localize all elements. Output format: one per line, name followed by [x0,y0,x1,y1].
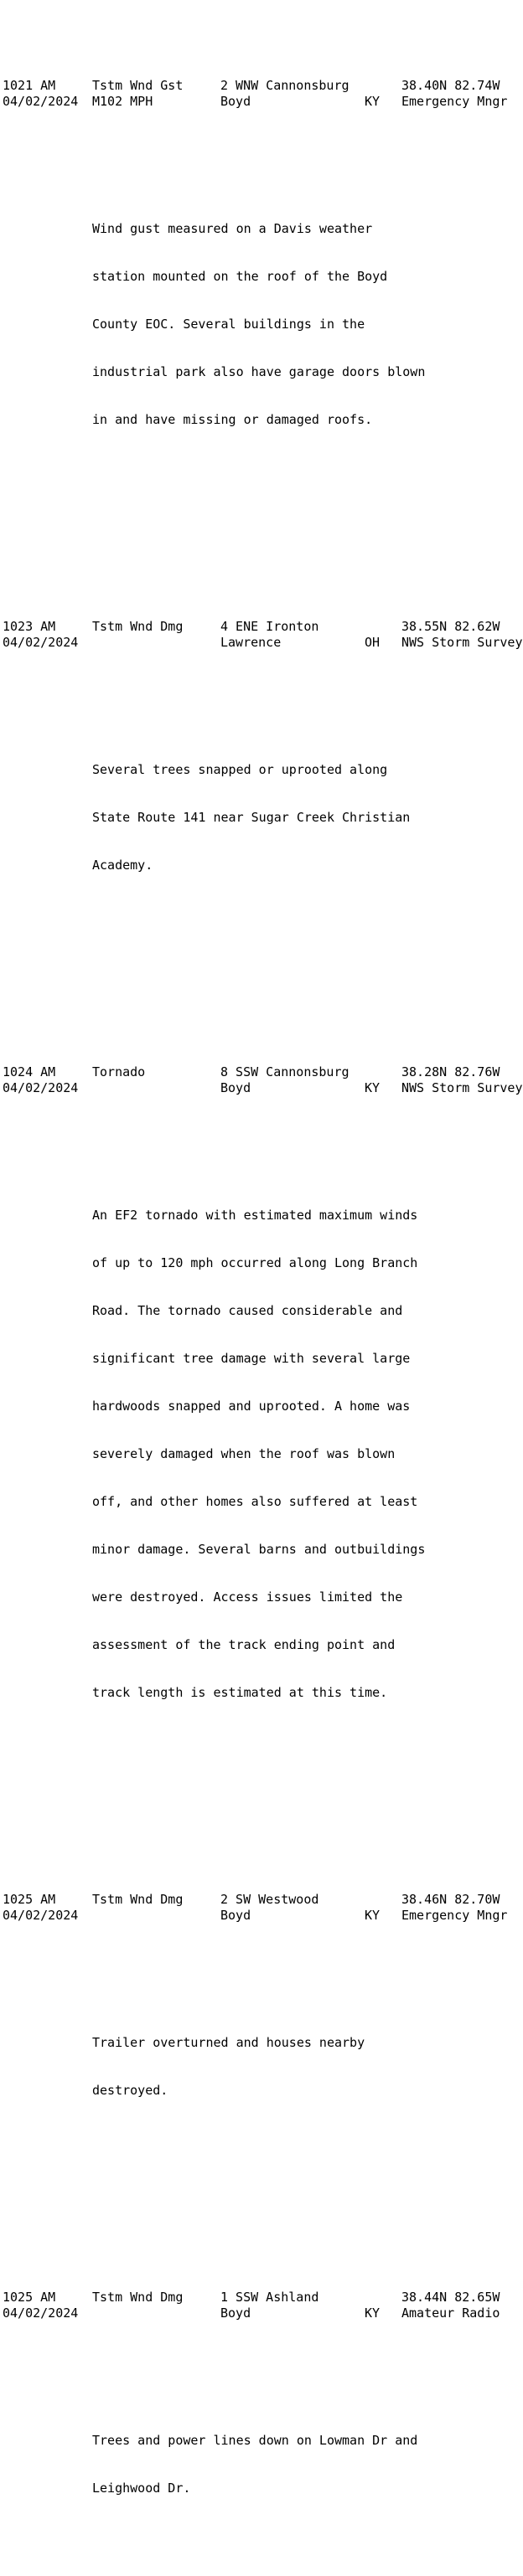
event-date: 04/02/2024 [3,1908,79,1923]
remark-line: significant tree damage with several large [92,1351,411,1366]
event-type: Tstm Wnd Dmg [92,2290,184,2305]
event-location: 2 WNW Cannonsburg [220,78,350,93]
event-date: 04/02/2024 [3,635,79,650]
remark-line: Leighwood Dr. [92,2481,191,2496]
remark-line: off, and other homes also suffered at least [92,1494,418,1509]
report-entry [3,587,523,985]
event-type: Tstm Wnd Gst [92,78,184,93]
event-state: KY [365,94,381,109]
event-time: 1023 AM [3,619,56,634]
event-source: NWS Storm Survey [401,635,523,650]
remark-line: track length is estimated at this time. [92,1685,388,1700]
entry-header [3,1064,523,1096]
remark-line: State Route 141 near Sugar Creek Christian [92,810,411,825]
event-source: Amateur Radio [401,2306,500,2321]
entry-header [3,1892,508,1924]
event-remarks [92,1176,425,1733]
entry-header [3,78,508,110]
event-latlon: 38.28N 82.76W [401,1064,500,1079]
event-state: KY [365,1080,381,1095]
remark-line: station mounted on the roof of the Boyd [92,269,388,284]
event-location: 2 SW Westwood [220,1892,319,1907]
remark-line: Wind gust measured on a Davis weather [92,221,373,236]
remark-line: Several trees snapped or uprooted along [92,762,388,777]
event-state: KY [365,1908,381,1923]
report-entry [3,2258,500,2560]
entry-header [3,619,523,651]
event-source: Emergency Mngr [401,94,508,109]
event-time: 1024 AM [3,1064,56,1079]
event-remarks [92,2003,425,2130]
event-county: Boyd [220,1908,251,1923]
remark-line: severely damaged when the roof was blown [92,1446,396,1461]
event-magnitude: M102 MPH [92,94,153,109]
event-date: 04/02/2024 [3,94,79,109]
event-remarks [92,730,425,905]
remark-line: hardwoods snapped and uprooted. A home was [92,1399,411,1414]
event-location: 1 SSW Ashland [220,2290,319,2305]
storm-report [3,14,523,2576]
remark-line: in and have missing or damaged roofs. [92,412,373,427]
entry-header [3,2290,500,2321]
event-latlon: 38.44N 82.65W [401,2290,500,2305]
event-state: KY [365,2306,381,2321]
event-date: 04/02/2024 [3,2306,79,2321]
event-date: 04/02/2024 [3,1080,79,1095]
event-state: OH [365,635,381,650]
remark-line: of up to 120 mph occurred along Long Branch [92,1255,418,1270]
remark-line: industrial park also have garage doors blown [92,364,426,379]
event-county: Boyd [220,1080,251,1095]
remark-line: An EF2 tornado with estimated maximum winds [92,1208,418,1223]
event-time: 1021 AM [3,78,56,93]
report-entry [3,1860,508,2210]
remark-line: Trailer overturned and houses nearby [92,2035,365,2050]
remark-line: Trees and power lines down on Lowman Dr and [92,2433,418,2448]
event-source: Emergency Mngr [401,1908,508,1923]
event-type: Tornado [92,1064,146,1079]
event-time: 1025 AM [3,2290,56,2305]
remark-line: assessment of the track ending point and [92,1637,396,1652]
event-county: Boyd [220,94,251,109]
event-type: Tstm Wnd Dmg [92,1892,184,1907]
event-time: 1025 AM [3,1892,56,1907]
remark-line: County EOC. Several buildings in the [92,317,365,332]
remark-line: Road. The tornado caused considerable and [92,1303,403,1318]
event-county: Lawrence [220,635,282,650]
event-latlon: 38.46N 82.70W [401,1892,500,1907]
event-latlon: 38.40N 82.74W [401,78,500,93]
event-type: Tstm Wnd Dmg [92,619,184,634]
event-source: NWS Storm Survey [401,1080,523,1095]
remark-line: Academy. [92,858,153,873]
event-location: 8 SSW Cannonsburg [220,1064,350,1079]
event-location: 4 ENE Ironton [220,619,319,634]
remark-line: were destroyed. Access issues limited the [92,1589,403,1605]
report-entry [3,46,508,539]
remark-line: minor damage. Several barns and outbuildings [92,1542,426,1557]
report-entry [3,1033,523,1812]
event-latlon: 38.55N 82.62W [401,619,500,634]
event-county: Boyd [220,2306,251,2321]
remark-line: destroyed. [92,2083,168,2098]
event-remarks [92,2401,425,2528]
event-remarks [92,189,425,460]
